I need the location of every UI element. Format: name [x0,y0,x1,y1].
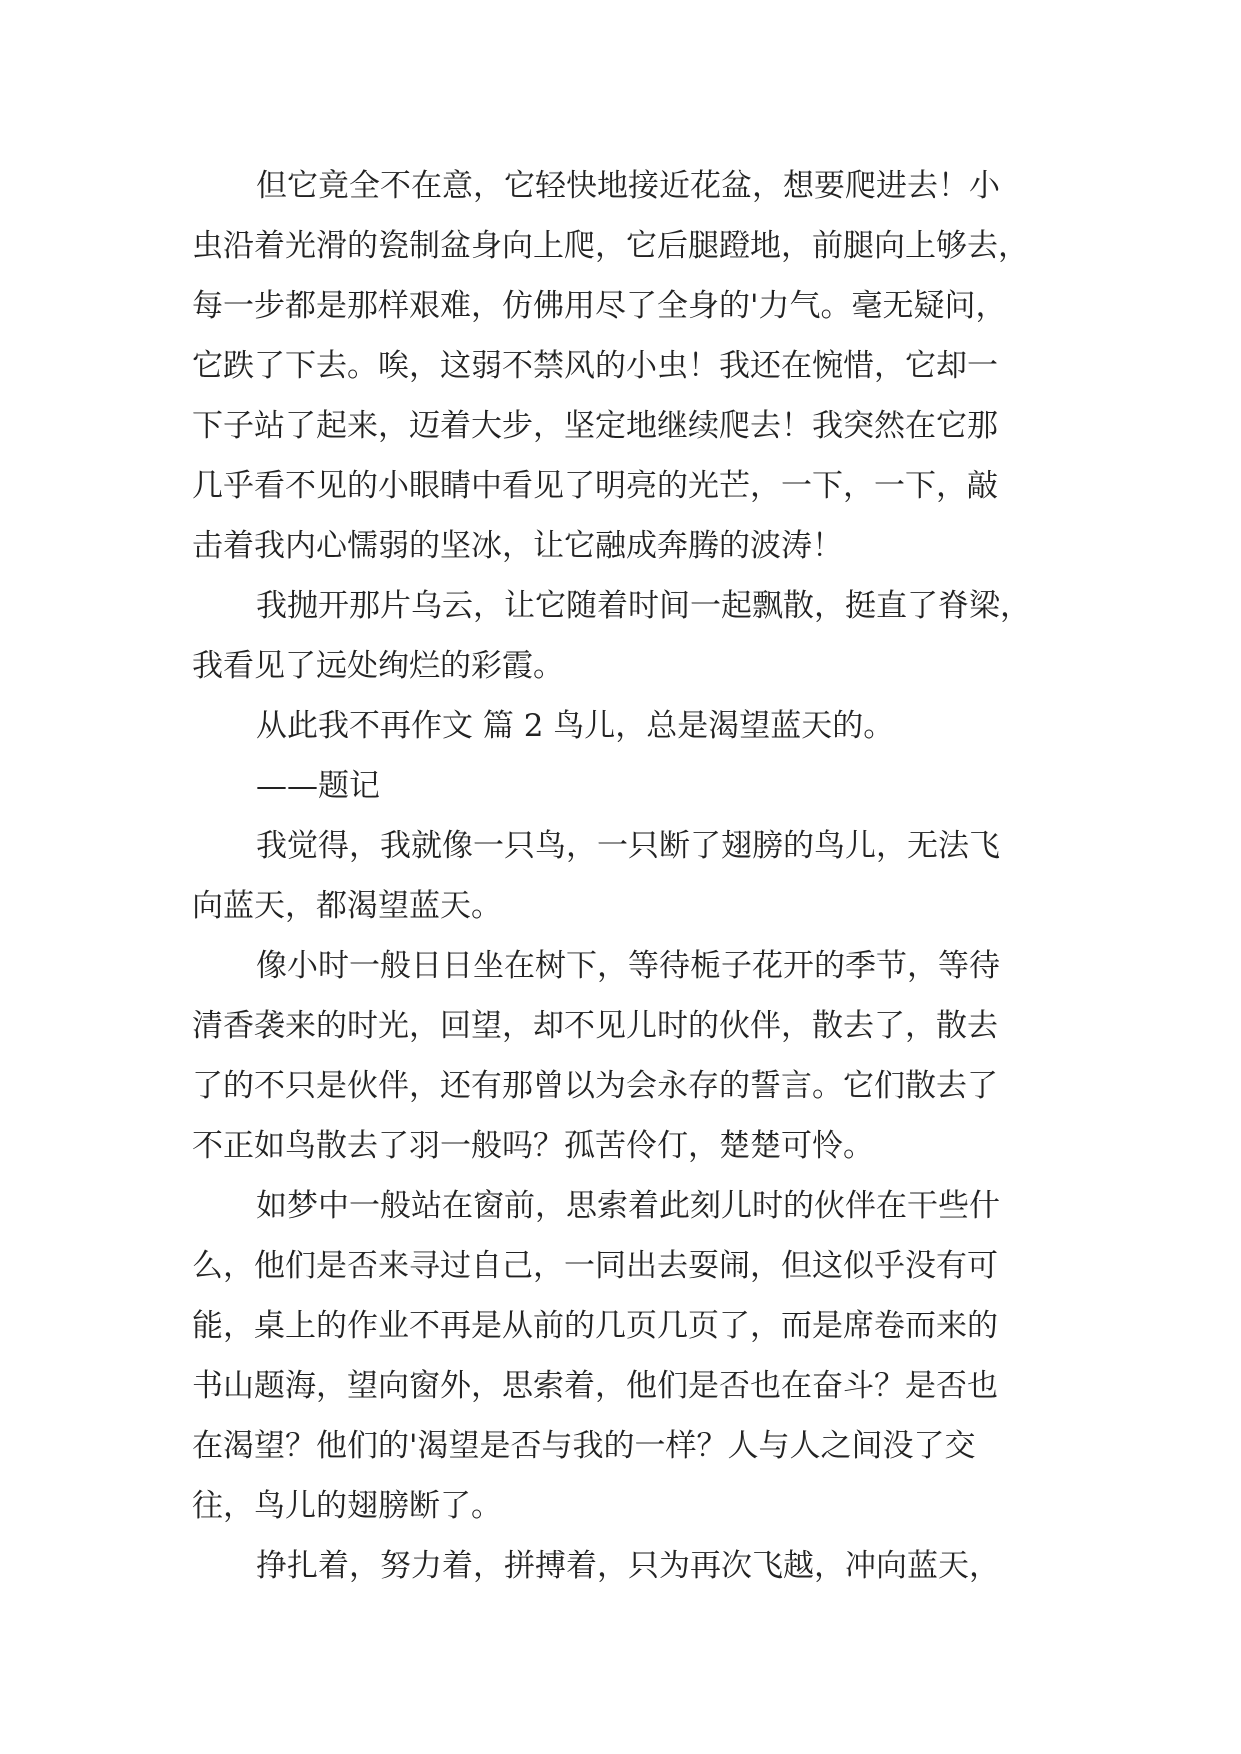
text-line: 我抛开那片乌云，让它随着时间一起飘散，挺直了脊梁， [256,588,1031,624]
text-line: 如梦中一般站在窗前，思索着此刻儿时的伙伴在干些什 [256,1188,1000,1224]
text-line: 往，鸟儿的翅膀断了。 [192,1488,502,1524]
text-line: 但它竟全不在意，它轻快地接近花盆，想要爬进去！小 [256,168,1000,204]
text-line: 清香袭来的时光，回望，却不见儿时的伙伴，散去了，散去 [192,1008,998,1044]
text-line: 我看见了远处绚烂的彩霞。 [192,648,564,684]
text-line: 挣扎着，努力着，拼搏着，只为再次飞越，冲向蓝天， [256,1548,1000,1584]
epigraph-note: ——题记 [256,768,380,804]
text-line: 它跌了下去。唉，这弱不禁风的小虫！我还在惋惜，它却一 [192,348,998,384]
text-line: 像小时一般日日坐在树下，等待栀子花开的季节，等待 [256,948,1000,984]
text-line: 我觉得，我就像一只鸟，一只断了翅膀的鸟儿，无法飞 [256,828,1000,864]
text-line: 向蓝天，都渴望蓝天。 [192,888,502,924]
text-line: 几乎看不见的小眼睛中看见了明亮的光芒，一下，一下，敲 [192,468,998,504]
text-line: 下子站了起来，迈着大步，坚定地继续爬去！我突然在它那 [192,408,998,444]
text-line: 么，他们是否来寻过自己，一同出去耍闹，但这似乎没有可 [192,1248,998,1284]
text-line: 击着我内心懦弱的坚冰，让它融成奔腾的波涛！ [192,528,843,564]
text-line: 不正如鸟散去了羽一般吗？孤苦伶仃，楚楚可怜。 [192,1128,874,1164]
text-line: 虫沿着光滑的瓷制盆身向上爬，它后腿蹬地，前腿向上够去， [192,228,1029,264]
section-heading: 从此我不再作文 篇 2 鸟儿，总是渴望蓝天的。 [256,708,895,744]
text-line: 了的不只是伙伴，还有那曾以为会永存的誓言。它们散去了 [192,1068,998,1104]
text-line: 能，桌上的作业不再是从前的几页几页了，而是席卷而来的 [192,1308,998,1344]
text-line: 书山题海，望向窗外，思索着，他们是否也在奋斗？是否也 [192,1368,998,1404]
text-line: 每一步都是那样艰难，仿佛用尽了全身的'力气。毫无疑问， [192,288,1007,324]
text-line: 在渴望？他们的'渴望是否与我的一样？人与人之间没了交 [192,1428,976,1464]
